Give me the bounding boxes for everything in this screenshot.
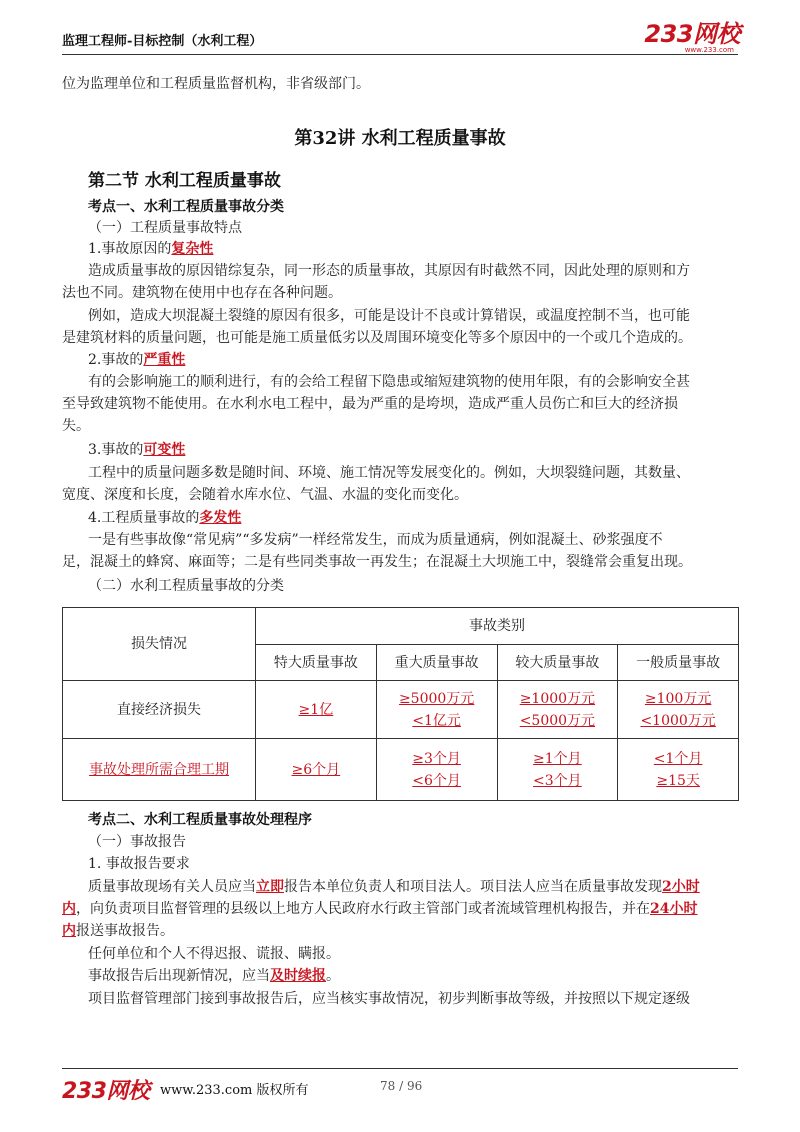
paragraph: 一是有些事故像“常见病”“多发病”一样经常发生，而成为质量通病，例如混凝土、砂浆强度不 (88, 532, 663, 548)
subheading: （二）水利工程质量事故的分类 (88, 578, 284, 594)
paragraph: 内报送事故报告。 (62, 923, 174, 939)
lecture-title: 第32讲 水利工程质量事故 (294, 128, 506, 149)
paragraph: 事故报告后出现新情况，应当及时续报。 (88, 968, 340, 984)
paragraph: 是建筑材料的质量问题，也可能是施工质量低劣以及周围环境变化等多个原因中的一个或几个造成的。 (62, 330, 692, 346)
row-label: 事故处理所需合理工期 (63, 739, 256, 801)
table-row (63, 739, 739, 801)
table-header-loss: 损失情况 (63, 608, 256, 681)
table-cell: ≥6个月 (256, 739, 377, 801)
subheading: （一）工程质量事故特点 (88, 220, 242, 236)
paragraph: 法也不同。建筑物在使用中也存在各种问题。 (62, 285, 342, 301)
item-heading: 4.工程质量事故的多发性 (88, 510, 242, 526)
paragraph: 至导致建筑物不能使用。在水利水电工程中，最为严重的是垮坝，造成严重人员伤亡和巨大的经济损 (62, 396, 678, 412)
paragraph: 例如，造成大坝混凝土裂缝的原因有很多，可能是设计不良或计算错误，或温度控制不当，也可能 (88, 308, 690, 324)
table-cell: ≥3个月 <6个月 (376, 739, 497, 801)
footer-logo: 233网校 (62, 1079, 150, 1104)
section-title: 第二节 水利工程质量事故 (88, 171, 281, 191)
paragraph: 宽度、深度和长度，会随着水库水位、气温、水温的变化而变化。 (62, 487, 468, 503)
paragraph: 内，向负责项目监督管理的县级以上地方人民政府水行政主管部门或者流域管理机构报告，并在24小时 (62, 901, 698, 917)
accident-classification-table (62, 607, 739, 801)
topic-heading: 考点一、水利工程质量事故分类 (88, 199, 284, 215)
paragraph: 工程中的质量问题多数是随时间、环境、施工情况等发展变化的。例如，大坝裂缝问题，其数量、 (88, 465, 690, 481)
paragraph: 造成质量事故的原因错综复杂，同一形态的质量事故，其原因有时截然不同，因此处理的原则和方 (88, 263, 690, 279)
item-heading: 2.事故的严重性 (88, 352, 186, 368)
document-header-title: 监理工程师-目标控制（水利工程） (62, 34, 263, 49)
table-cell: ≥100万元 <1000万元 (618, 681, 739, 739)
table-row (63, 681, 739, 739)
table-col-header: 重大质量事故 (376, 645, 497, 681)
table-col-header: 较大质量事故 (497, 645, 618, 681)
paragraph: 质量事故现场有关人员应当立即报告本单位负责人和项目法人。项目法人应当在质量事故发现2小时 (88, 879, 700, 895)
table-col-header: 特大质量事故 (256, 645, 377, 681)
paragraph: 项目监督管理部门接到事故报告后，应当核实事故情况，初步判断事故等级，并按照以下规定逐级 (88, 991, 690, 1007)
subheading: （一）事故报告 (88, 834, 186, 850)
footer-divider (62, 1068, 738, 1069)
paragraph: 任何单位和个人不得迟报、谎报、瞒报。 (88, 946, 340, 962)
table-cell: <1个月 ≥15天 (618, 739, 739, 801)
carryover-line: 位为监理单位和工程质量监督机构，非省级部门。 (62, 76, 370, 92)
footer-copyright: www.233.com 版权所有 (160, 1083, 309, 1098)
row-label: 直接经济损失 (63, 681, 256, 739)
table-cell: ≥5000万元 <1亿元 (376, 681, 497, 739)
item-heading: 1.事故原因的复杂性 (88, 241, 214, 257)
paragraph: 有的会影响施工的顺利进行，有的会给工程留下隐患或缩短建筑物的使用年限，有的会影响安全甚 (88, 374, 690, 390)
brand-logo: 233网校 (644, 20, 740, 48)
table-cell: ≥1亿 (256, 681, 377, 739)
table-cell: ≥1个月 <3个月 (497, 739, 618, 801)
item-heading: 3.事故的可变性 (88, 442, 186, 458)
paragraph: 足，混凝土的蜂窝、麻面等；二是有些同类事故一再发生；在混凝土大坝施工中，裂缝常会重复出现。 (62, 554, 692, 570)
item-heading: 1. 事故报告要求 (88, 856, 190, 872)
paragraph: 失。 (62, 418, 90, 434)
brand-url: www.233.com (684, 46, 734, 54)
header-divider (62, 54, 738, 55)
table-col-header: 一般质量事故 (618, 645, 739, 681)
page-number: 78 / 96 (380, 1079, 423, 1093)
topic-heading: 考点二、水利工程质量事故处理程序 (88, 812, 312, 828)
table-cell: ≥1000万元 <5000万元 (497, 681, 618, 739)
table-header-category: 事故类别 (256, 608, 739, 645)
